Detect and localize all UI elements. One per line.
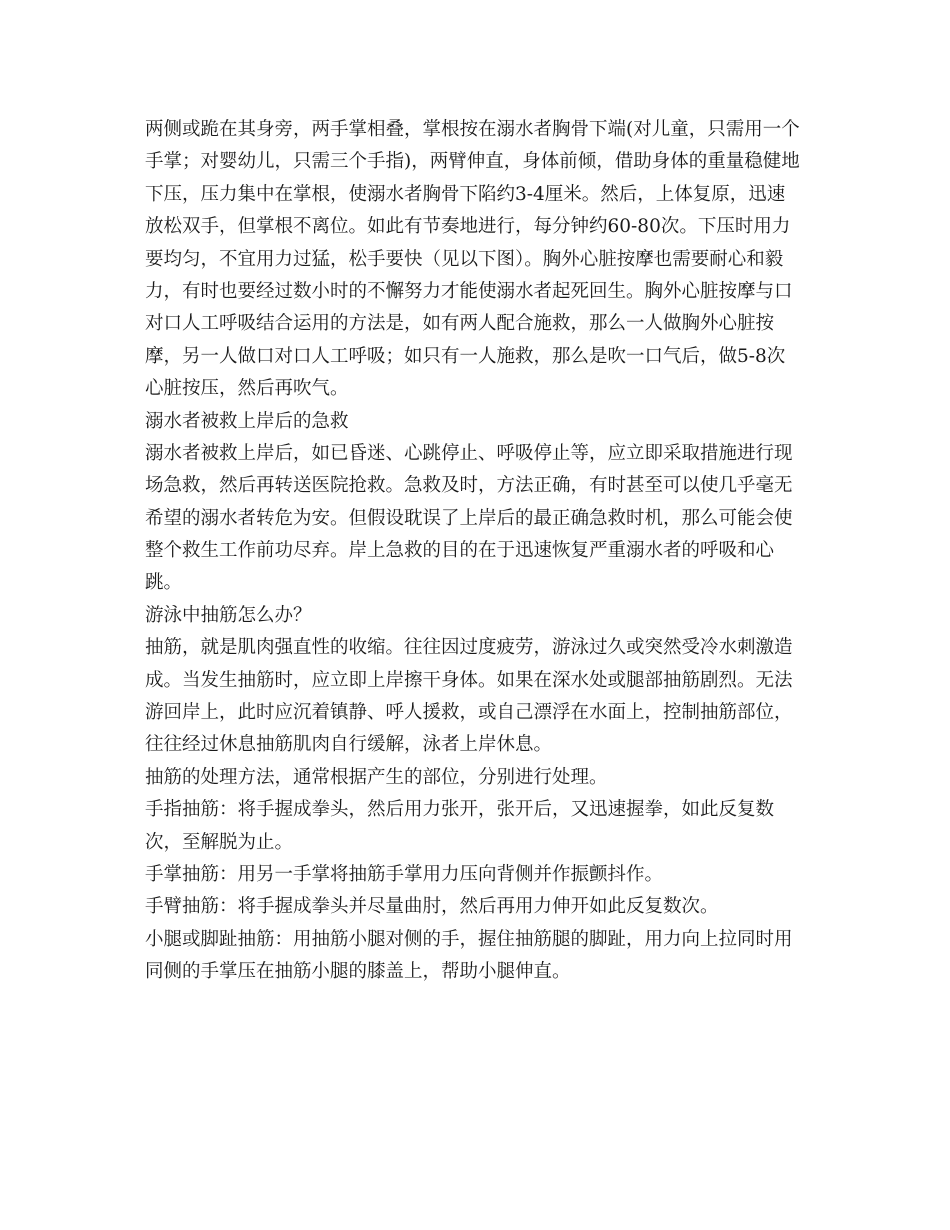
text-line: 次，至解脱为止。 xyxy=(145,831,294,853)
section-heading: 溺水者被救上岸后的急救 xyxy=(145,410,349,432)
text-line: 力，有时也要经过数小时的不懈努力才能使溺水者起死回生。胸外心脏按摩与口 xyxy=(145,280,793,302)
text-line: 下压，压力集中在掌根，使溺水者胸骨下陷约3-4厘米。然后，上体复原，迅速 xyxy=(145,183,786,205)
text-line: 手掌抽筋：用另一手掌将抽筋手掌用力压向背侧并作振颤抖作。 xyxy=(145,863,664,885)
palm-cramp xyxy=(145,859,815,891)
text-line: 手掌；对婴幼儿，只需三个手指)，两臂伸直，身体前倾，借助身体的重量稳健地 xyxy=(145,151,800,173)
text-line: 往往经过休息抽筋肌肉自行缓解，泳者上岸休息。 xyxy=(145,734,553,756)
cramp-paragraph xyxy=(145,632,815,762)
arm-cramp xyxy=(145,891,815,923)
text-line: 小腿或脚趾抽筋：用抽筋小腿对侧的手，握住抽筋腿的脚趾，用力向上拉同时用 xyxy=(145,928,793,950)
text-line: 手指抽筋：将手握成拳头，然后用力张开，张开后，又迅速握拳，如此反复数 xyxy=(145,799,775,821)
finger-cramp xyxy=(145,794,815,859)
text-line: 游回岸上，此时应沉着镇静、呼人援救，或自己漂浮在水面上，控制抽筋部位， xyxy=(145,702,793,724)
text-line: 场急救，然后再转送医院抢救。急救及时，方法正确，有时甚至可以使几乎毫无 xyxy=(145,475,793,497)
text-line: 摩，另一人做口对口人工呼吸；如只有一人施救，那么是吹一口气后，做5-8次 xyxy=(145,345,786,367)
text-line: 抽筋的处理方法，通常根据产生的部位，分别进行处理。 xyxy=(145,766,608,788)
text-line: 手臂抽筋：将手握成拳头并尽量曲肘，然后再用力伸开如此反复数次。 xyxy=(145,896,719,918)
text-line: 整个救生工作前功尽弃。岸上急救的目的在于迅速恢复严重溺水者的呼吸和心 xyxy=(145,540,775,562)
text-line: 要均匀，不宜用力过猛，松手要快（见以下图）。胸外心脏按摩也需要耐心和毅 xyxy=(145,248,784,270)
text-line: 对口人工呼吸结合运用的方法是，如有两人配合施救，那么一人做胸外心脏按 xyxy=(145,313,775,335)
cpr-paragraph xyxy=(145,114,815,406)
text-line: 希望的溺水者转危为安。但假设耽误了上岸后的最正确急救时机，那么可能会使 xyxy=(145,507,793,529)
cramp-heading xyxy=(145,600,815,632)
rescue-paragraph xyxy=(145,438,815,600)
text-line: 抽筋，就是肌肉强直性的收缩。往往因过度疲劳，游泳过久或突然受冷水刺激造 xyxy=(145,637,793,659)
text-line: 同侧的手掌压在抽筋小腿的膝盖上，帮助小腿伸直。 xyxy=(145,961,571,983)
text-line: 心脏按压，然后再吹气。 xyxy=(145,378,349,400)
document-body xyxy=(145,114,815,989)
text-line: 溺水者被救上岸后，如已昏迷、心跳停止、呼吸停止等，应立即采取措施进行现 xyxy=(145,442,793,464)
treatment-intro xyxy=(145,762,815,794)
text-line: 放松双手，但掌根不离位。如此有节奏地进行，每分钟约60-80次。下压时用力 xyxy=(145,216,791,238)
text-line: 两侧或跪在其身旁，两手掌相叠，掌根按在溺水者胸骨下端(对儿童，只需用一个 xyxy=(145,119,800,140)
text-line: 成。当发生抽筋时，应立即上岸擦干身体。如果在深水处或腿部抽筋剧烈。无法 xyxy=(145,669,793,691)
calf-toe-cramp xyxy=(145,924,815,989)
section-heading: 游泳中抽筋怎么办？ xyxy=(145,604,312,626)
text-line: 跳。 xyxy=(145,572,183,594)
rescue-heading xyxy=(145,406,815,438)
